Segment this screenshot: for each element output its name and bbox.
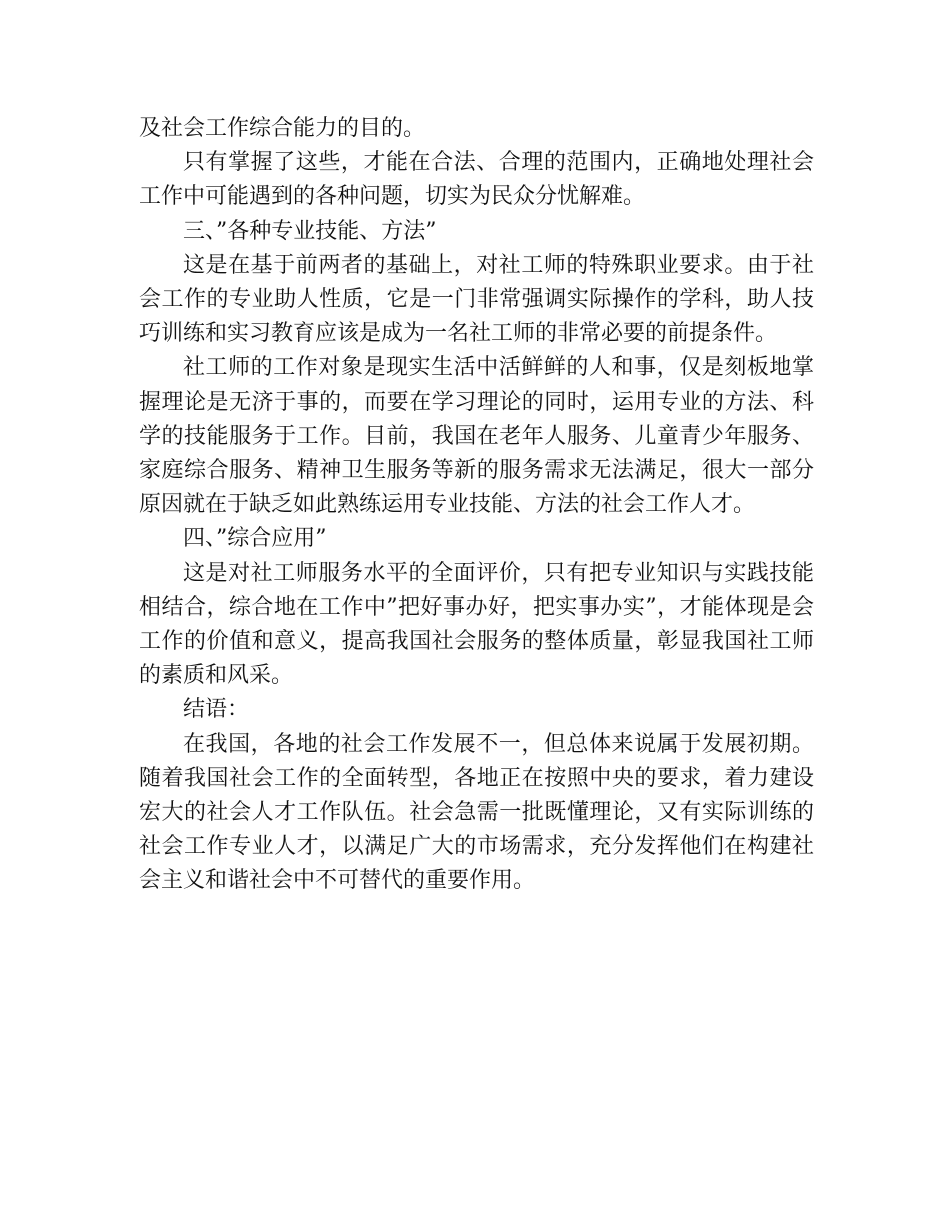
- document-body: [139, 112, 814, 899]
- paragraph: 只有掌握了这些，才能在合法、合理的范围内，正确地处理社会工作中可能遇到的各种问题，切实为民众分忧解难。: [139, 150, 814, 210]
- section-heading-4: 四、”综合应用”: [183, 526, 327, 552]
- paragraph-continuation: 及社会工作综合能力的目的。: [139, 116, 426, 141]
- paragraph: 在我国，各地的社会工作发展不一，但总体来说属于发展初期。随着我国社会工作的全面转型，各地正在按照中央的要求，着力建设宏大的社会人才工作队伍。社会急需一批既懂理论，又有实际训练的社会工作专业人才，以满足广大的市场需求，充分发挥他们在构建社会主义和谐社会中不可替代的重要作用。: [139, 731, 814, 894]
- paragraph: 这是对社工师服务水平的全面评价，只有把专业知识与实践技能相结合，综合地在工作中”把好事办好，把实事办实”，才能体现是会工作的价值和意义，提高我国社会服务的整体质量，彰显我国社工师的素质和风采。: [139, 560, 814, 689]
- conclusion-heading: 结语：: [183, 697, 250, 723]
- section-heading-3: 三、”各种专业技能、方法”: [183, 218, 437, 244]
- paragraph: 这是在基于前两者的基础上，对社工师的特殊职业要求。由于社会工作的专业助人性质，它是一门非常强调实际操作的学科，助人技巧训练和实习教育应该是成为一名社工师的非常必要的前提条件。: [139, 252, 814, 347]
- paragraph: 社工师的工作对象是现实生活中活鲜鲜的人和事，仅是刻板地掌握理论是无济于事的，而要在学习理论的同时，运用专业的方法、科学的技能服务于工作。目前，我国在老年人服务、儿童青少年服务、家庭综合服务、精神卫生服务等新的服务需求无法满足，很大一部分原因就在于缺乏如此熟练运用专业技能、方法的社会工作人才。: [139, 355, 814, 518]
